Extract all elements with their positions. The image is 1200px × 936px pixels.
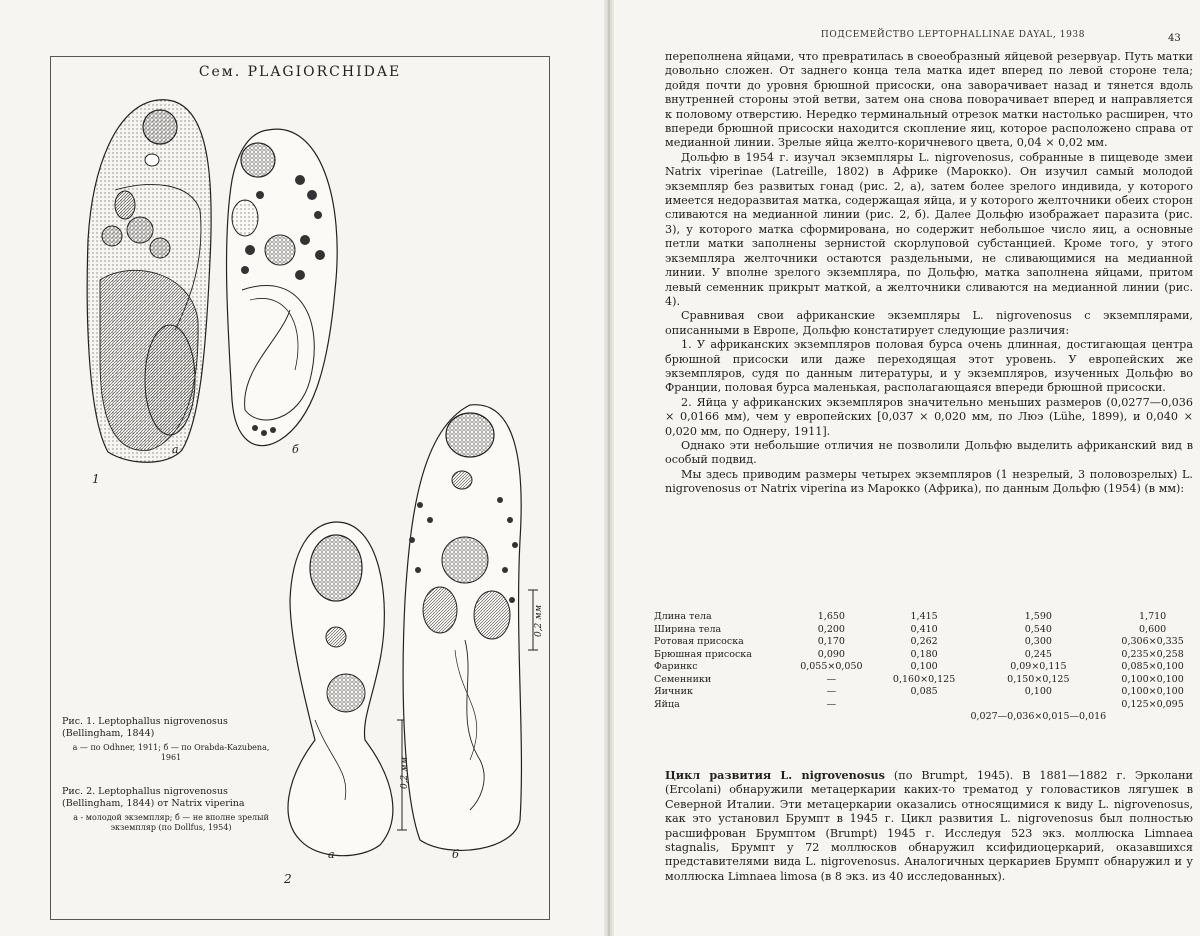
page-number: 43: [1168, 33, 1181, 44]
table-row-label: Ширина тела: [654, 623, 722, 635]
table-row: [654, 661, 1199, 674]
table-row-label: Ротовая присоска: [654, 636, 744, 647]
figure-2b-drawing: [403, 405, 538, 851]
table-cell: 0,125×0,095: [1121, 698, 1184, 710]
table-cell: 0,085×0,100: [1121, 661, 1184, 672]
figure-2-caption: [62, 786, 280, 833]
table-row-label: Фаринкс: [654, 661, 698, 672]
table-cell: 1,710: [1139, 611, 1167, 622]
table-cell: 0,410: [910, 623, 938, 635]
table-row-label: Брюшная присоска: [654, 648, 752, 660]
table-cell: 0,100×0,100: [1121, 686, 1184, 697]
scale-label-2a: 0,2 мм: [400, 756, 411, 790]
table-row-label: [654, 711, 785, 724]
table-row: [654, 624, 1199, 637]
table-row: [654, 711, 1199, 724]
table-cell: —: [826, 673, 837, 685]
table-cell: 0,200: [817, 623, 845, 635]
table-cell: [878, 699, 971, 712]
running-head: ПОДСЕМЕЙСТВО LEPTOPHALLINAE DAYAL, 1938: [820, 30, 1086, 40]
table-cell: 0,540: [1024, 623, 1052, 635]
table-cell: [785, 711, 878, 724]
life-cycle-body: (по Brumpt, 1945). В 1881—1882 г. Эрколани (Ercolani) обнаружили метацеркарии каких-то трематод у головастиков лягушек в Северной Италии. Эти метацеркарии оказались относящимися к виду L. nigrovenosus, как это установил Брумпт в 1945 г. Цикл развития L. nigrovenosus был полностью расшифрован Брумптом (Brumpt) 1945 г. Исследуя 523 экз. моллюска Limnaea stagnalis, Брумпт у 72 моллюсков обнаружил ксифидиоцеркарий, оказавшихся представителями вида L. nigrovenosus. Аналогичных церкариев Брумпт обнаружил и у моллюска Limnaea limosa (в 8 экз. из 40 исследованных).: [665, 769, 1193, 883]
table-cell: 0,235×0,258: [1121, 648, 1184, 660]
table-cell: 0,306×0,335: [1121, 636, 1184, 647]
table-cell: 1,415: [910, 611, 938, 622]
paragraph: переполнена яйцами, что превратилась в своеобразный яйцевой резервуар. Путь матки довольно сложен. От заднего конца тела матка идет вперед по левой стороне тела; дойдя почти до уровня брюшной присоски, она заворачивает назад и тянется вдоль внутренней стороны этой ветви, затем она снова поворачивает вперед и направляется к половому отверстию. Нередко терминальный отрезок матки настолько расширен, что впереди брюшной присоски находится скопление яиц, которое расположено справа от медианной линии. Зрелые яйца желто-коричневого цвета, 0,04 × 0,02 мм.: [665, 50, 1193, 150]
figure-1b-letter: б: [292, 443, 299, 456]
table-row: [654, 699, 1199, 712]
scale-label-2b: 0,2 мм: [534, 604, 545, 638]
paragraph: Дольфю в 1954 г. изучал экземпляры L. nigrovenosus, собранные в пищеводе змеи Natrix viperinae (Latreille, 1802) в Африке (Марокко). Он изучил самый молодой экземпляр без развитых гонад (рис. 2, а), затем более зрелого индивида, у которого имеется недоразвитая матка, содержащая яйца, и у которого желточники обеих сторон сливаются на медианной линии (рис. 2, б). Далее Дольфю изображает паразита (рис. 3), у которого матка сформирована, но содержит небольшое число яиц, а основные петли матки заполнены зернистой скорлуповой субстанцией. Кроме того, у этого экземпляра желточники остаются раздельными, не сливающимися на медианной линии. У вполне зрелого экземпляра, по Дольфю, матка заполнена яйцами, притом левый семенник прикрыт маткой, а желточники сливаются на медианной линии (рис. 4).: [665, 150, 1193, 308]
figure-2-number: 2: [284, 872, 292, 886]
table-cell: 0,100: [1024, 686, 1052, 697]
life-cycle-section: [665, 768, 1193, 884]
table-cell: 0,100×0,100: [1121, 673, 1184, 685]
table-row-label: Яйца: [654, 698, 680, 710]
table-row: [654, 674, 1199, 687]
table-cell: 0,300: [1024, 636, 1052, 647]
table-row-label: Яичник: [654, 686, 693, 697]
table-cell: 1,650: [817, 611, 845, 622]
figure-1a-drawing: [87, 100, 211, 463]
table-cell: 0,160×0,125: [892, 673, 956, 685]
life-cycle-heading: Цикл развития L. nigrovenosus: [665, 768, 885, 782]
figure-1b-drawing: [227, 129, 338, 446]
table-cell: 0,180: [910, 648, 938, 660]
paragraph: 2. Яйца у африканских экземпляров значительно меньших размеров (0,0277—0,036 × 0,0166 мм), чем у европейских [0,037 × 0,020 мм, по Люэ (Lühe, 1899), и 0,040 × 0,020 мм, по Однеру, 1911].: [665, 395, 1193, 438]
paragraph: Однако эти небольшие отличия не позволили Дольфю выделить африканский вид в особый подвид.: [665, 438, 1193, 467]
table-cell: 0,09×0,115: [1010, 661, 1067, 672]
family-title: Сем. PLAGIORCHIDAE: [198, 64, 402, 80]
table-cell: 0,055×0,050: [800, 661, 863, 672]
paragraph: Мы здесь приводим размеры четырех экземпляров (1 незрелый, 3 половозрелых) L. nigrovenosus от Natrix viperina из Марокко (Африка), по данным Дольфю (1954) (в мм):: [665, 467, 1193, 496]
figure-2a-drawing: [288, 522, 407, 856]
measurements-table: [654, 611, 1199, 724]
table-cell: 0,262: [910, 636, 938, 647]
table-row-label: Семенники: [654, 673, 712, 685]
table-row: [654, 636, 1199, 649]
body-text: [665, 50, 1193, 497]
figure-1-number: 1: [92, 472, 100, 486]
table-cell: [878, 711, 971, 724]
figure-1-caption-title: Рис. 1. Leptophallus nigrovenosus (Bellingham, 1844): [62, 716, 228, 739]
table-cell: 0,170: [817, 636, 845, 647]
figure-1-caption: [62, 716, 280, 763]
life-cycle-paragraph: [665, 768, 1193, 884]
table-cell: 0,090: [817, 648, 845, 660]
table-cell: 0,600: [1139, 623, 1167, 635]
figure-2a-letter: а: [328, 848, 335, 861]
paragraph: Сравнивая свои африканские экземпляры L. nigrovenosus с экземплярами, описанными в Европе, Дольфю констатирует следующие различия:: [665, 309, 1193, 337]
figure-1-caption-note: а — по Odhner, 1911; б — по Orabda-Kazubena, 1961: [72, 743, 270, 762]
table-row: [654, 649, 1199, 662]
right-page: [613, 0, 1200, 936]
table-cell: 0,245: [1024, 648, 1052, 660]
paragraph: 1. У африканских экземпляров половая бурса очень длинная, достигающая центра брюшной присоски или даже переходящая этот уровень. У европейских же экземпляров, судя по данным литературы, и у экземпляров, изученных Дольфю во Франции, половая бурса маленькая, располагающаяся впереди брюшной присоски.: [665, 338, 1193, 395]
table-cell: 0,085: [910, 686, 938, 697]
table-cell: 1,590: [1024, 611, 1052, 622]
table-cell: 0,100: [910, 661, 938, 672]
table-row-label: Длина тела: [654, 611, 712, 622]
figure-2-caption-title: Рис. 2. Leptophallus nigrovenosus (Bellingham, 1844) от Natrix viperina: [62, 786, 245, 809]
table-cell: [970, 699, 1106, 712]
table-cell: —: [826, 686, 837, 697]
figure-1a-letter: а: [172, 443, 179, 456]
table-cell: [1106, 711, 1199, 724]
table-row: [654, 686, 1199, 699]
table-row: [654, 611, 1199, 624]
table-cell: 0,027—0,036×0,015—0,016: [970, 711, 1107, 722]
table-cell: —: [826, 698, 837, 710]
figure-2-caption-note: а - молодой экземпляр; б — не вполне зрелый экземпляр (по Dollfus, 1954): [73, 813, 269, 832]
table-cell: 0,150×0,125: [1007, 673, 1070, 685]
figure-2b-letter: б: [452, 848, 459, 861]
